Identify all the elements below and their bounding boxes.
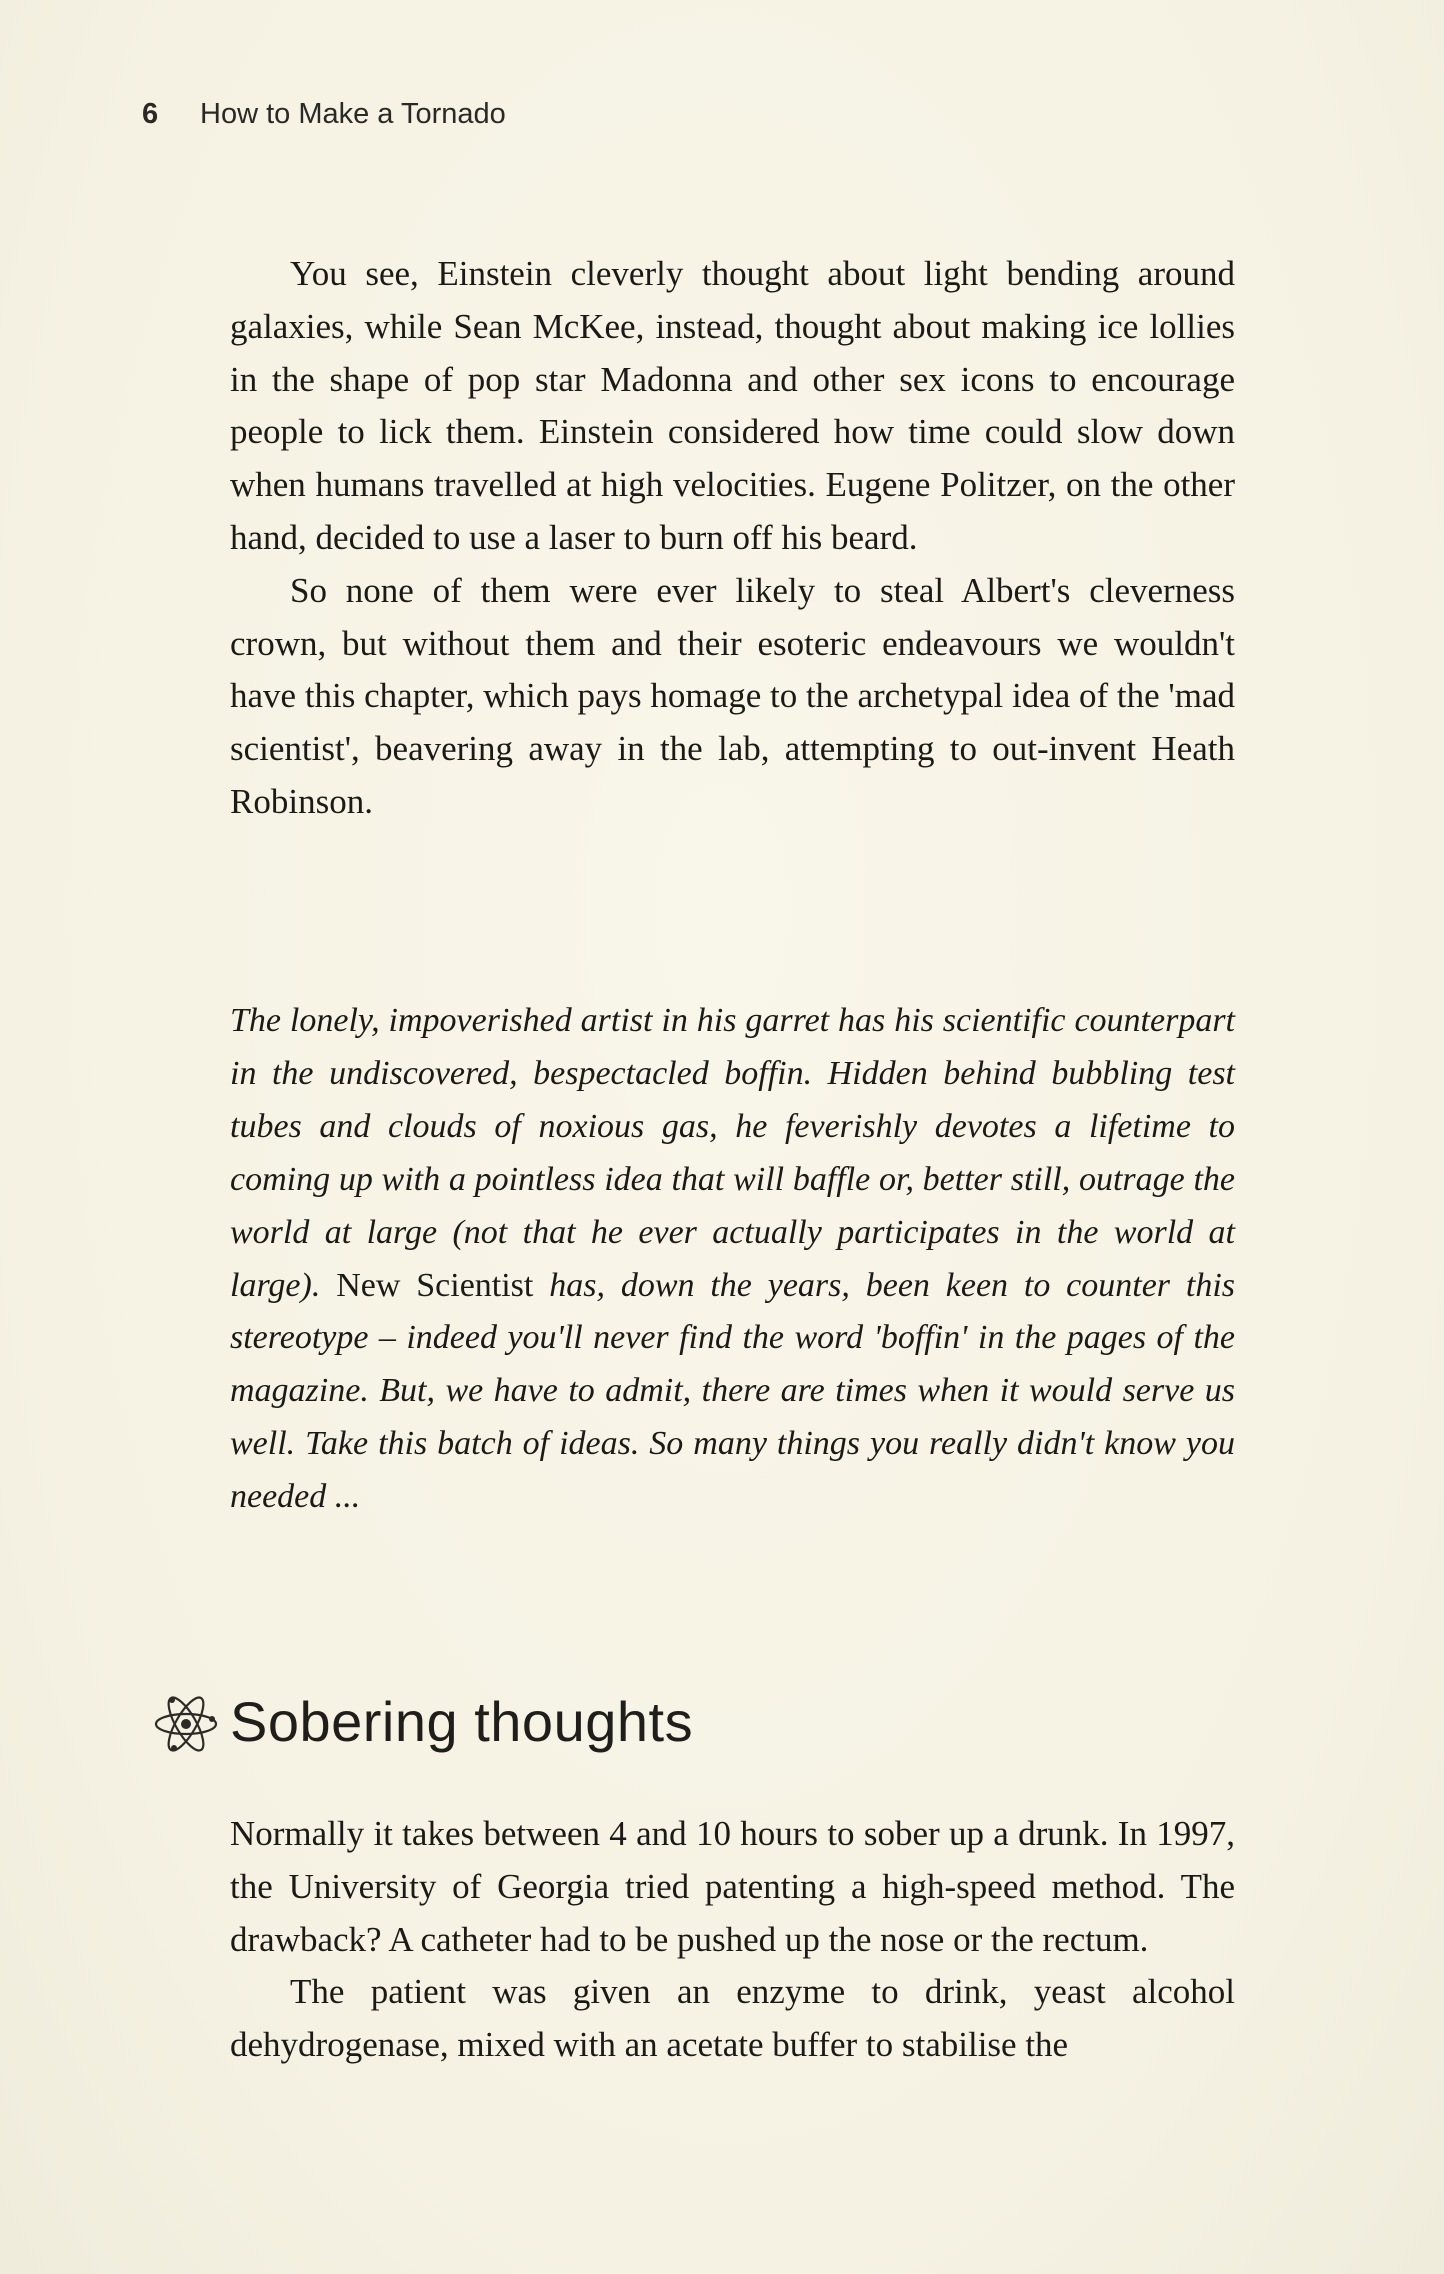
running-header <box>142 98 506 138</box>
chapter-intro-part-1: The lonely, impoverished artist in his garret has his scientific counterpart in the undiscovered, bespectacled boffin. Hidden behind bubbling test tubes and clouds of noxious gas, he feverishly devotes a lifetime to coming up with a pointless idea that will baffle or, better still, outrage the world at large (not that he ever actually participates in the world at large). <box>230 1002 1235 1304</box>
running-title: How to Make a Tornado <box>200 98 506 130</box>
section-title: Sobering thoughts <box>230 1689 694 1753</box>
chapter-intro-part-2: has, down the years, been keen to counter this stereotype – indeed you'll never find the word 'boffin' in the pages of the magazine. But, we have to admit, there are times when it would serve us well. Take this batch of ideas. So many things you really didn't know you needed ... <box>230 1266 1236 1516</box>
intro-text <box>230 248 1235 829</box>
intro-paragraph-2: So none of them were ever likely to steal Albert's cleverness crown, but without them and their esoteric endeavours we wouldn't have this chapter, which pays homage to the archetypal idea of the 'mad scientist', beavering away in the lab, attempting to out-invent Heath Robinson. <box>230 570 1235 821</box>
section-body <box>230 1808 1235 2072</box>
chapter-intro <box>230 995 1235 1524</box>
section-heading <box>150 1686 693 1756</box>
intro-paragraph-1: You see, Einstein cleverly thought about light bending around galaxies, while Sean McKee, instead, thought about making ice lollies in the shape of pop star Madonna and other sex icons to encourage people to lick them. Einstein considered how time could slow down when humans travelled at high velocities. Eugene Politzer, on the other hand, decided to use a laser to burn off his beard. <box>230 254 1235 557</box>
atom-icon <box>150 1686 228 1756</box>
magazine-name: New Scientist <box>336 1266 534 1304</box>
page-number: 6 <box>142 98 159 130</box>
section-paragraph-1: Normally it takes between 4 and 10 hours to sober up a drunk. In 1997, the University of Georgia tried patenting a high-speed method. The drawback? A catheter had to be pushed up the nose or the rectum. <box>230 1814 1235 1959</box>
section-paragraph-2: The patient was given an enzyme to drink, yeast alcohol dehydrogenase, mixed with an acetate buffer to stabilise the <box>230 1972 1235 2065</box>
